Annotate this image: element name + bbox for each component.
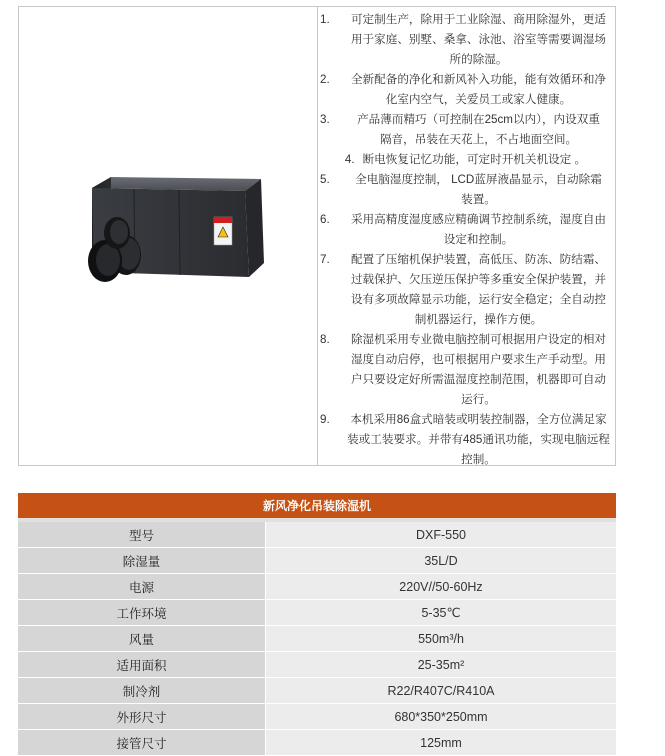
feature-item [320,210,613,250]
feature-text [346,250,613,330]
spec-row [18,574,616,600]
feature-item [320,170,613,210]
feature-line: 设定和控制。 [443,233,514,246]
spec-value: 5-35℃ [266,600,616,626]
feature-number: 3. [320,113,330,126]
feature-text [346,110,613,150]
feature-item [320,70,613,110]
spec-table-title: 新风净化吊装除湿机 [18,493,616,522]
feature-text [346,330,613,410]
spec-value: 550m³/h [266,626,616,652]
spec-value: DXF-550 [266,522,616,548]
feature-line: 配置了压缩机保护装置，高低压、防冻、防结霜、 [350,253,607,266]
spec-key: 电源 [18,574,266,600]
feature-text [346,70,613,110]
spec-value: 25-35m² [266,652,616,678]
feature-list [318,7,615,465]
feature-line: 过载保护、欠压逆压保护等多重安全保护装置，并 [350,273,607,286]
feature-text [346,170,613,210]
feature-line: 隔音，吊装在天花上，不占地面空间。 [379,133,578,146]
spec-key: 工作环境 [18,600,266,626]
feature-line: 运行。 [461,393,496,406]
feature-number: 5. [320,173,330,186]
feature-line: 除湿机采用专业微电脑控制可根据用户设定的相对 [350,333,607,346]
feature-line: 湿度自动启停，也可根据用户要求生产手动型。用 [350,353,607,366]
spec-key: 接管尺寸 [18,730,266,756]
spec-key: 风量 [18,626,266,652]
spec-row [18,678,616,704]
feature-line: 装置。 [461,193,496,206]
feature-item [320,330,613,410]
feature-number: 2. [320,73,330,86]
spec-row [18,522,616,548]
spec-value: 125mm [266,730,616,756]
spec-value: 220V//50-60Hz [266,574,616,600]
feature-line: 本机采用86盒式暗装或明装控制器，全方位满足家 [350,413,607,426]
feature-line: 全新配备的净化和新风补入功能，能有效循环和净 [350,73,607,86]
feature-item [320,150,613,170]
spec-key: 型号 [18,522,266,548]
spec-row [18,652,616,678]
spec-key: 外形尺寸 [18,704,266,730]
feature-line: 控制。 [461,453,496,466]
feature-line: 制机器运行，操作方便。 [414,313,543,326]
feature-item [320,110,613,150]
product-image [19,7,318,465]
feature-line: 全电脑湿度控制， LCD蓝屏液晶显示，自动除霜 [355,173,602,186]
spec-row [18,626,616,652]
feature-text [346,410,613,470]
spec-value: R22/R407C/R410A [266,678,616,704]
spec-row [18,600,616,626]
spec-key: 适用面积 [18,652,266,678]
feature-item [320,250,613,330]
feature-number: 1. [320,13,330,26]
feature-line: 所的除湿。 [449,53,508,66]
feature-line: 户只要设定好所需温湿度控制范围，机器即可自动 [350,373,607,386]
feature-line: 可定制生产，除用于工业除湿、商用除湿外，更适 [350,13,607,26]
feature-line: 用于家庭、别墅、桑拿、泳池、浴室等需要调湿场 [350,33,607,46]
spec-key: 制冷剂 [18,678,266,704]
feature-line: 设有多项故障显示功能，运行安全稳定；全自动控 [350,293,607,306]
feature-text [346,210,613,250]
feature-item [320,410,613,470]
product-block [18,6,616,466]
dehumidifier-unit-illustration [19,7,316,465]
feature-line: 采用高精度湿度感应精确调节控制系统，湿度自由 [350,213,607,226]
feature-line: 化室内空气，关爱员工或家人健康。 [385,93,572,106]
spec-table [18,493,616,756]
feature-number: 4. [344,153,355,166]
spec-value: 35L/D [266,548,616,574]
feature-number: 7. [320,253,330,266]
spec-row [18,730,616,756]
spec-value: 680*350*250mm [266,704,616,730]
feature-number: 6. [320,213,330,226]
feature-item [320,10,613,70]
feature-text [363,150,589,170]
spec-row [18,548,616,574]
spec-key: 除湿量 [18,548,266,574]
feature-line: 断电恢复记忆功能，可定时开机关机设定 。 [362,153,587,166]
spec-row [18,704,616,730]
feature-line: 产品薄而精巧（可控制在25cm以内），内设双重 [357,113,600,126]
feature-line: 装或工装要求。并带有485通讯功能，实现电脑远程 [347,433,610,446]
feature-text [346,10,613,70]
feature-number: 8. [320,333,330,346]
feature-number: 9. [320,413,330,426]
